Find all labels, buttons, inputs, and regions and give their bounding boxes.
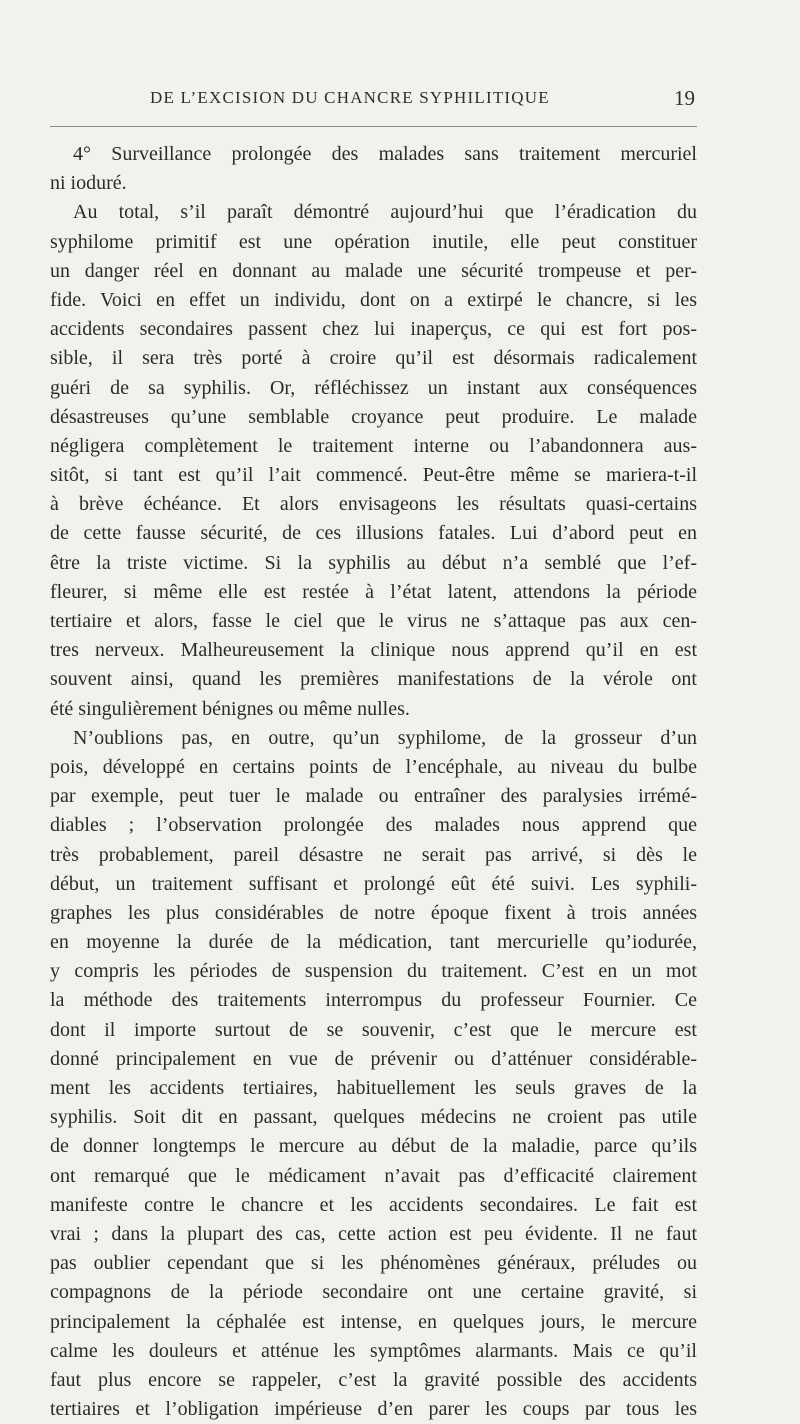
text-line: un danger réel en donnant au malade une sécurité trompeuse et per-	[50, 259, 697, 282]
text-line: sible, il sera très porté à croire qu’il est désormais radicalement	[50, 347, 697, 370]
text-line: ment les accidents tertiaires, habituellement les seuls graves de la	[50, 1077, 697, 1099]
text-line: de donner longtemps le mercure au début de la maladie, parce qu’ils	[50, 1135, 697, 1158]
text-line: compagnons de la période secondaire ont une certaine gravité, si	[50, 1281, 697, 1304]
text-line: de cette fausse sécurité, de ces illusions fatales. Lui d’abord peut en	[50, 522, 697, 545]
text-line: principalement la céphalée est intense, en quelques jours, le mercure	[50, 1310, 697, 1333]
text-line: donné principalement en vue de prévenir ou d’atténuer considérable-	[50, 1047, 697, 1070]
text-line: 4° Surveillance prolongée des malades sans traitement mercuriel	[73, 143, 697, 165]
body-text	[50, 140, 697, 1424]
text-line: ont remarqué que le médicament n’avait pas d’efficacité clairement	[50, 1164, 697, 1187]
text-line: la méthode des traitements interrompus du professeur Fournier. Ce	[50, 989, 697, 1012]
text-line: calme les douleurs et atténue les symptômes alarmants. Mais ce qu’il	[50, 1339, 697, 1362]
text-line: diables ; l’observation prolongée des malades nous apprend que	[50, 814, 697, 837]
text-line: être la triste victime. Si la syphilis au début n’a semblé que l’ef-	[50, 551, 697, 574]
text-line: sitôt, si tant est qu’il l’ait commencé. Peut-être même se mariera-t-il	[50, 464, 697, 487]
text-line: très probablement, pareil désastre ne serait pas arrivé, si dès le	[50, 843, 697, 866]
text-line: syphilome primitif est une opération inutile, elle peut constituer	[50, 230, 697, 253]
text-line: fide. Voici en effet un individu, dont on a extirpé le chancre, si les	[50, 288, 697, 311]
text-line: ni ioduré.	[50, 172, 127, 195]
page-header	[150, 88, 695, 116]
text-line: tertiaires et l’obligation impérieuse d’en parer les coups par tous les	[50, 1398, 697, 1421]
text-line: manifeste contre le chancre et les accidents secondaires. Le fait est	[50, 1193, 697, 1216]
page-number: 19	[674, 86, 695, 110]
text-line: pois, développé en certains points de l’encéphale, au niveau du bulbe	[50, 755, 697, 778]
text-line: guéri de sa syphilis. Or, réfléchissez un instant aux conséquences	[50, 376, 697, 399]
text-line: graphes les plus considérables de notre époque fixent à trois années	[50, 901, 697, 924]
text-line: accidents secondaires passent chez lui inaperçus, ce qui est fort pos-	[50, 318, 697, 341]
text-line: tres nerveux. Malheureusement la clinique nous apprend qu’il en est	[50, 639, 697, 662]
text-line: faut plus encore se rappeler, c’est la gravité possible des accidents	[50, 1368, 697, 1391]
text-line: vrai ; dans la plupart des cas, cette action est peu évidente. Il ne faut	[50, 1222, 697, 1245]
text-line: négligera complètement le traitement interne ou l’abandonnera aus-	[50, 434, 697, 457]
header-rule	[50, 126, 697, 127]
running-title: DE L’EXCISION DU CHANCRE SYPHILITIQUE	[150, 88, 550, 107]
text-line: par exemple, peut tuer le malade ou entraîner des paralysies irrémé-	[50, 785, 697, 808]
text-line: tertiaire et alors, fasse le ciel que le virus ne s’attaque pas aux cen-	[50, 610, 697, 632]
text-line: Au total, s’il paraît démontré aujourd’hui que l’éradication du	[73, 201, 697, 224]
text-line: désastreuses qu’une semblable croyance peut produire. Le malade	[50, 405, 697, 428]
text-line: été singulièrement bénignes ou même nulles.	[50, 697, 410, 720]
text-line: souvent ainsi, quand les premières manifestations de la vérole ont	[50, 668, 697, 691]
text-line: début, un traitement suffisant et prolongé eût été suivi. Les syphili-	[50, 872, 697, 895]
text-line: dont il importe surtout de se souvenir, c’est que le mercure est	[50, 1018, 697, 1041]
text-line: fleurer, si même elle est restée à l’état latent, attendons la période	[50, 580, 697, 603]
text-line: pas oublier cependant que si les phénomènes généraux, préludes ou	[50, 1252, 697, 1275]
text-line: y compris les périodes de suspension du traitement. C’est en un mot	[50, 960, 697, 983]
text-line: syphilis. Soit dit en passant, quelques médecins ne croient pas utile	[50, 1106, 697, 1129]
text-line: en moyenne la durée de la médication, tant mercurielle qu’iodurée,	[50, 931, 697, 954]
text-line: à brève échéance. Et alors envisageons les résultats quasi-certains	[50, 493, 697, 516]
text-line: N’oublions pas, en outre, qu’un syphilome, de la grosseur d’un	[73, 726, 697, 749]
